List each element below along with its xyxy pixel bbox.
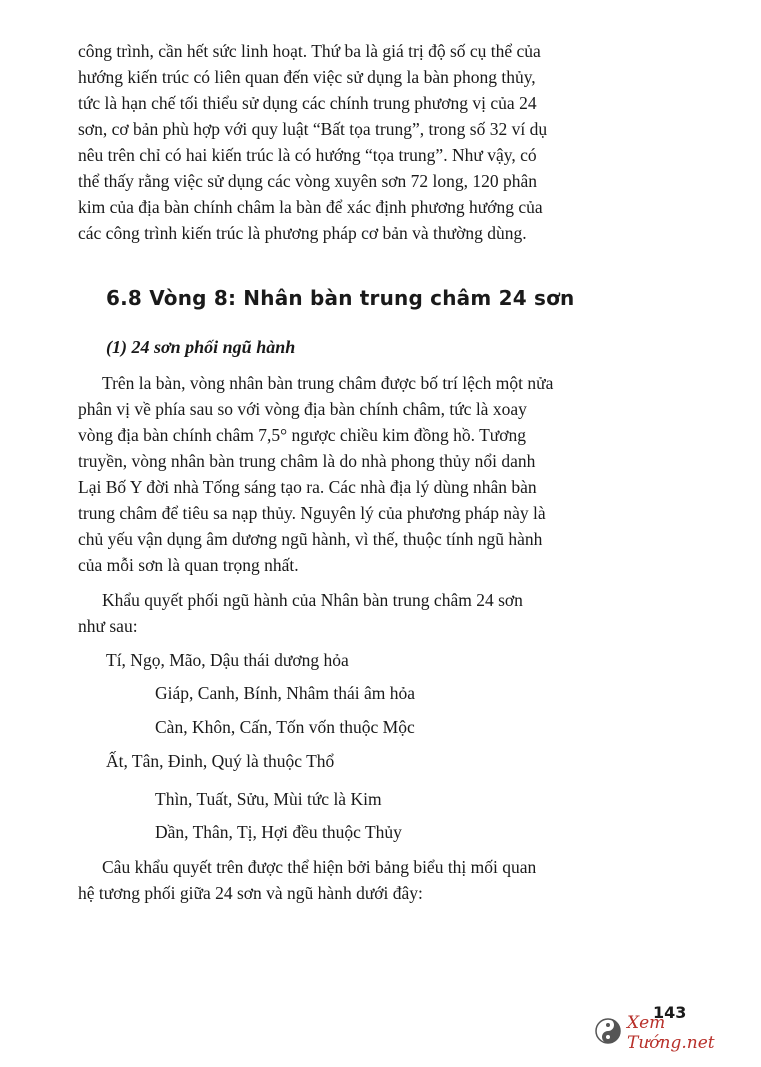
page-number: 143: [653, 1003, 687, 1022]
verse-line: Ất, Tân, Đinh, Quý là thuộc Thổ: [106, 751, 335, 771]
yin-yang-icon: [595, 1018, 621, 1048]
verse-line: Thìn, Tuất, Sửu, Mùi tức là Kim: [155, 789, 382, 809]
text-line: nêu trên chỉ có hai kiến trúc là có hướng “tọa trung”. Như vậy, có: [78, 145, 537, 165]
verse-line: Tí, Ngọ, Mão, Dậu thái dương hỏa: [106, 650, 349, 670]
text-line: Lại Bố Y đời nhà Tống sáng tạo ra. Các nhà địa lý dùng nhân bàn: [78, 477, 537, 497]
paragraph-4: [78, 854, 684, 906]
text-line: Khẩu quyết phối ngũ hành của Nhân bàn trung châm 24 sơn: [102, 590, 523, 610]
text-line: chủ yếu vận dụng âm dương ngũ hành, vì thế, thuộc tính ngũ hành: [78, 529, 543, 549]
verse-line: Càn, Khôn, Cấn, Tốn vốn thuộc Mộc: [155, 717, 415, 737]
watermark: [595, 1012, 755, 1054]
paragraph-3: [78, 587, 684, 639]
text-line: tức là hạn chế tối thiểu sử dụng các chính trung phương vị của 24: [78, 93, 537, 113]
text-line: trung châm để tiêu sa nạp thủy. Nguyên lý của phương pháp này là: [78, 503, 546, 523]
intro-paragraph: [78, 38, 684, 246]
text-line: Trên la bàn, vòng nhân bàn trung châm được bố trí lệch một nửa: [102, 373, 554, 393]
text-line: công trình, cần hết sức linh hoạt. Thứ ba là giá trị độ số cụ thể của: [78, 41, 541, 61]
watermark-text: Xem Tướng.net: [627, 1013, 715, 1053]
paragraph-2: [78, 370, 684, 578]
text-line: hướng kiến trúc có liên quan đến việc sử dụng la bàn phong thủy,: [78, 67, 536, 87]
text-line: sơn, cơ bản phù hợp với quy luật “Bất tọa trung”, trong số 32 ví dụ: [78, 119, 548, 139]
text-line: như sau:: [78, 616, 138, 636]
text-line: Câu khẩu quyết trên được thể hiện bởi bảng biểu thị mối quan: [102, 857, 537, 877]
subsection-heading: (1) 24 sơn phối ngũ hành: [106, 337, 296, 357]
text-line: thể thấy rằng việc sử dụng các vòng xuyên sơn 72 long, 120 phân: [78, 171, 538, 191]
text-line: kim của địa bàn chính châm la bàn để xác định phương hướng của: [78, 197, 543, 217]
text-line: của mỗi sơn là quan trọng nhất.: [78, 555, 299, 575]
section-heading: 6.8 Vòng 8: Nhân bàn trung châm 24 sơn: [106, 286, 575, 310]
text-line: phân vị về phía sau so với vòng địa bàn chính châm, tức là xoay: [78, 399, 527, 419]
text-line: hệ tương phối giữa 24 sơn và ngũ hành dưới đây:: [78, 883, 423, 903]
text-line: truyền, vòng nhân bàn trung châm là do nhà phong thủy nổi danh: [78, 451, 536, 471]
verse-line: Giáp, Canh, Bính, Nhâm thái âm hỏa: [155, 683, 416, 703]
verse-line: Dần, Thân, Tị, Hợi đều thuộc Thủy: [155, 822, 402, 842]
text-line: vòng địa bàn chính châm 7,5° ngược chiều kim đồng hồ. Tương: [78, 425, 527, 445]
text-line: các công trình kiến trúc là phương pháp cơ bản và thường dùng.: [78, 223, 527, 243]
